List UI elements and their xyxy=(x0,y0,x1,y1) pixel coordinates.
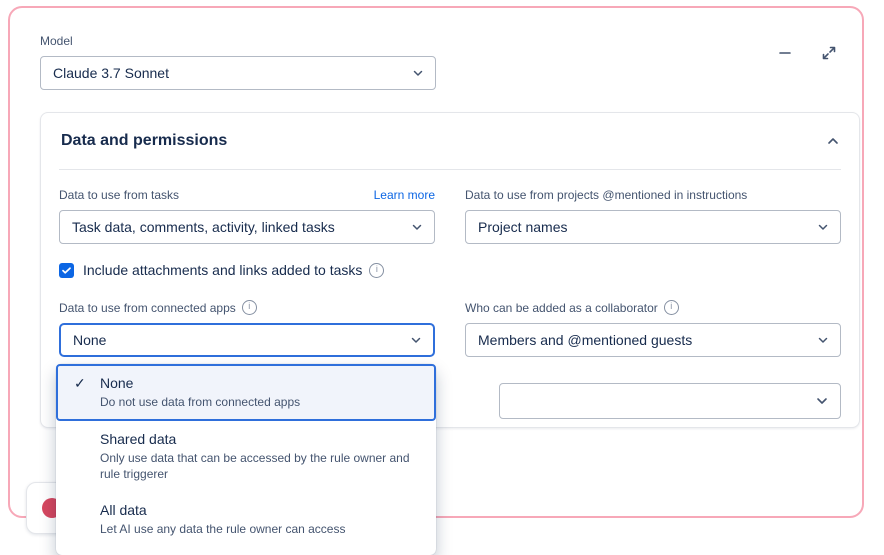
row-tasks-projects xyxy=(59,188,841,244)
connected-apps-label-group xyxy=(59,300,257,315)
dropdown-option-title: All data xyxy=(100,502,147,518)
dropdown-option-all-data[interactable] xyxy=(56,492,436,547)
attachments-checkbox-row[interactable] xyxy=(59,262,841,278)
attachments-checkbox-label-group xyxy=(83,262,384,278)
card-header[interactable] xyxy=(41,113,859,169)
chevron-down-icon xyxy=(410,220,424,234)
model-select[interactable] xyxy=(40,56,436,90)
dropdown-option-title: None xyxy=(100,375,134,391)
collaborator-select[interactable] xyxy=(465,323,841,357)
projects-data-select-value: Project names xyxy=(478,219,568,235)
connected-apps-select[interactable] xyxy=(59,323,435,357)
dropdown-option-shared-data[interactable] xyxy=(56,421,436,492)
chevron-down-icon xyxy=(816,333,830,347)
tasks-label: Data to use from tasks xyxy=(59,188,180,202)
info-icon[interactable]: i xyxy=(664,300,679,315)
connected-apps-label: Data to use from connected apps xyxy=(59,300,236,315)
tasks-field-group xyxy=(59,188,435,244)
tasks-label-row xyxy=(59,188,435,202)
collaborator-label-group xyxy=(465,300,679,315)
model-select-value: Claude 3.7 Sonnet xyxy=(53,65,169,81)
collaborator-label-row xyxy=(465,300,841,315)
obscured-select[interactable] xyxy=(499,383,841,419)
info-icon[interactable]: i xyxy=(242,300,257,315)
window-controls xyxy=(774,42,840,64)
dropdown-option-none[interactable] xyxy=(56,364,436,421)
projects-label: Data to use from projects @mentioned in instructions xyxy=(465,188,748,202)
expand-icon[interactable] xyxy=(818,42,840,64)
chevron-down-icon xyxy=(411,66,425,80)
projects-field-group xyxy=(465,188,841,244)
attachments-checkbox[interactable] xyxy=(59,263,74,278)
connected-apps-dropdown-menu[interactable] xyxy=(56,364,436,555)
collaborator-label: Who can be added as a collaborator xyxy=(465,300,658,315)
tasks-data-select[interactable] xyxy=(59,210,435,244)
attachments-checkbox-label: Include attachments and links added to tasks xyxy=(83,262,363,278)
connected-apps-label-row xyxy=(59,300,435,315)
chevron-down-icon xyxy=(816,220,830,234)
connected-apps-field-group xyxy=(59,300,435,357)
model-section xyxy=(40,34,436,90)
chevron-down-icon xyxy=(814,393,830,409)
chevron-down-icon xyxy=(409,333,423,347)
collaborator-field-group xyxy=(465,300,841,357)
dropdown-option-desc: Only use data that can be accessed by the rule owner and rule triggerer xyxy=(100,451,410,481)
settings-panel xyxy=(8,6,864,536)
chevron-up-icon[interactable] xyxy=(825,133,841,149)
collaborator-select-value: Members and @mentioned guests xyxy=(478,332,693,348)
tasks-data-select-value: Task data, comments, activity, linked tasks xyxy=(72,219,335,235)
dropdown-option-title: Shared data xyxy=(100,431,177,447)
info-icon[interactable]: i xyxy=(369,263,384,278)
row-apps-collaborator xyxy=(59,300,841,357)
dropdown-option-desc: Let AI use any data the rule owner can access xyxy=(100,522,346,536)
model-label: Model xyxy=(40,34,73,48)
page-title: Data and permissions xyxy=(61,132,228,149)
dropdown-option-desc: Do not use data from connected apps xyxy=(100,395,301,409)
connected-apps-select-value: None xyxy=(73,332,107,348)
check-icon: ✓ xyxy=(74,375,86,391)
projects-data-select[interactable] xyxy=(465,210,841,244)
learn-more-link[interactable]: Learn more xyxy=(373,188,435,202)
minimize-icon[interactable] xyxy=(774,42,796,64)
projects-label-row xyxy=(465,188,841,202)
